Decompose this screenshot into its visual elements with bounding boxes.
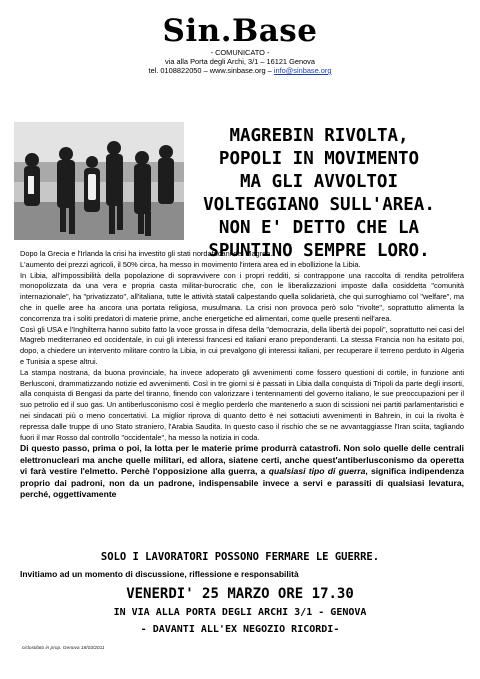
headline-line: VOLTEGGIANO SULL'AREA.	[203, 195, 435, 215]
slogan: SOLO I LAVORATORI POSSONO FERMARE LE GUERRE.	[100, 551, 380, 563]
paragraph: La stampa nostrana, da buona provinciale, ha invece adoperato gli avvenimenti come fossero questioni di cortile, in funzione anti Berlusconi, drammatizzando notizie ed avvenimenti. Così in tre giorni si è passati in Libia dalla conquista di Tripoli da parte degli insorti, alla conquista di Bengasi da parte del tiranno, finendo con valorizzare i tentennamenti del governo italiano, le sue preoccupazioni per il suo petrolio ed il suo gas. Un antiberlusconismo così è meglio perderlo che mantenerlo a suon di scissioni nei partiti parlamentaristici e nei sindacati più o meno concertativi. La miglior riprova di quanto detto è nei sottaciuti avvenimenti in Bahrein, in cui la rivolta è repressa dalle truppe di uno Stato straniero, l'Arabia Saudita. In questo caso il rischio che se ne avvantaggiasse l'Iran sciita, tagliando fuori il mar Rosso dal controllo "occidentale", ha messo la notizia in coda.	[20, 367, 464, 442]
headline-line: MA GLI AVVOLTOI	[239, 172, 399, 192]
headline-line: NON E' DETTO CHE LA	[218, 218, 420, 238]
headline-line: SPUNTINO SEMPRE LORO.	[208, 241, 430, 261]
communique-label: - COMUNICATO -	[210, 48, 270, 57]
email-link[interactable]: info@sinbase.org	[273, 66, 332, 75]
bold-paragraph	[20, 443, 464, 500]
event-place-detail: - DAVANTI ALL'EX NEGOZIO RICORDI-	[140, 624, 340, 635]
bold-text: , significa indipendenza proprio dai padroni, non da un padrone, indispensabile invece a servi e parassiti di qualsiasi levatura, perché, oggettivamente	[20, 466, 465, 499]
contact-line	[0, 66, 480, 75]
headline-line: POPOLI IN MOVIMENTO	[218, 149, 420, 169]
event-place: IN VIA ALLA PORTA DEGLI ARCHI 3/1 - GENOVA	[113, 607, 367, 618]
article-body	[20, 249, 464, 500]
paragraph: Così gli USA e l'Inghilterra hanno subito fatto la voce grossa in difesa della "democrazia, della libertà dei popoli", soprattutto nei casi del Magreb mediterraneo ed occidentale, in cui gli interessi francesi ed italiani erano preponderanti. La stessa Francia non ha esitato poi, dopo, a chiedere un intervento militare contro la Libia, in cui prevalgono gli interessi italiani, per recuperare il terreno perduto in Algeria e Tunisia a spese altrui.	[20, 324, 464, 366]
headline	[158, 125, 480, 263]
letterhead	[0, 14, 480, 75]
paragraph: Dopo la Grecia e l'Irlanda la crisi ha investito gli stati nordafricani del Magreb.	[20, 249, 273, 258]
contact-prefix: tel. 0108822050 – www.sinbase.org –	[148, 66, 274, 75]
address: via alla Porta degli Archi, 3/1 – 16121 Genova	[165, 57, 315, 66]
brand-title: Sin.Base	[162, 13, 318, 49]
print-note: ciclostilato in prop. Genova 18/03/2011	[22, 646, 105, 651]
paragraph: L'aumento dei prezzi agricoli, il 50% circa, ha messo in movimento l'intera area ed in ebollizione la Libia.	[20, 259, 361, 269]
paragraph: In Libia, all'impossibilità della popolazione di sopravvivere con i propri redditi, si contrappone una raccolta di rendita petrolifera monopolizzata da una vera e propria casta militar-burocratic che, con le liberalizzazioni imposte dalla cosiddetta "comunità internazionale", ha "privatizzato", all'italiana, tutte le attività statali calpestando quella solidarietà, che qui surroghiamo col "welfare", ma che in quelle aree ha ancora una portata religiosa, musulmana. La crisi non provoca però solo "rivolte", soprattutto alimenta la concorrenza tra i soliti predatori di materie prime, anche energetiche ed alimentari, come quelle presenti nell'area.	[20, 270, 464, 323]
headline-line: MAGREBIN RIVOLTA,	[229, 126, 409, 146]
italic-text: qualsiasi tipo di guerra	[268, 466, 366, 477]
invitation: Invitiamo ad un momento di discussione, riflessione e responsabilità	[20, 569, 299, 579]
event-date: VENERDI' 25 MARZO ORE 17.30	[126, 586, 354, 602]
bold-text: Di questo passo, prima o poi, la lotta per le materie prime produrrà catastrofi. Non solo quelle delle centrali elettronucleari ma anche quelle militari, ed allora, siatene certi, anche quest'antiberlusconismo da operetta vi farà vestire l'elmetto. Perchè l'opposizione alla guerra, a	[20, 443, 464, 477]
